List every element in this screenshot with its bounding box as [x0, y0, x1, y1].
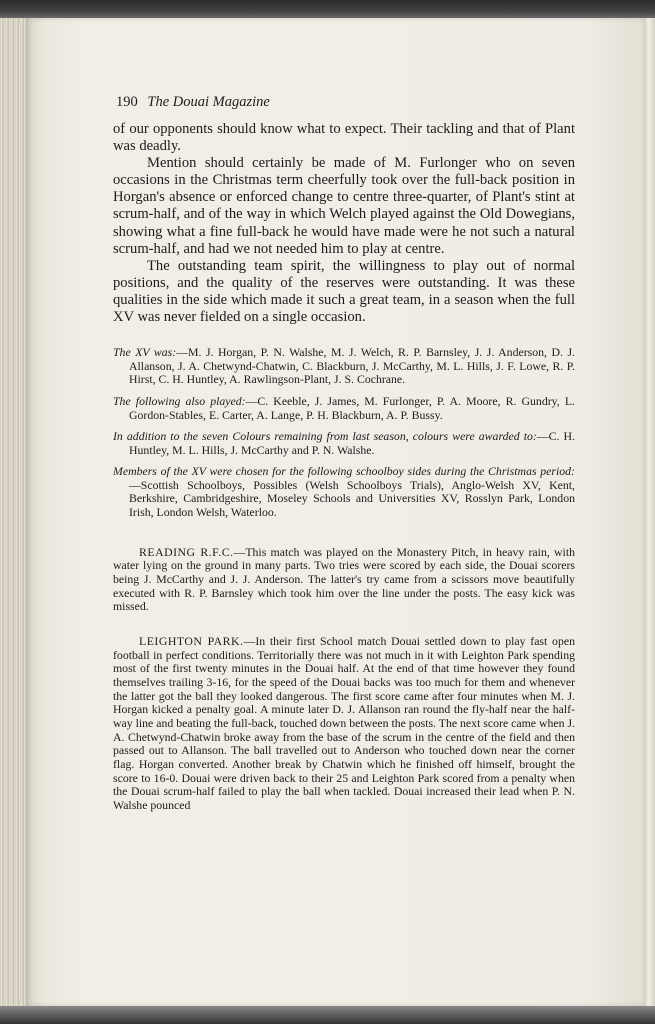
page-number: 190 [116, 94, 138, 110]
note-text: —C. H. Huntley, M. L. Hills, J. McCarthy and P. N. Walshe. [129, 429, 575, 457]
note-lead: In addition to the seven Colours remaining from last season, colours were awarded to: [113, 429, 537, 444]
team-note [113, 346, 575, 387]
team-note [113, 395, 575, 422]
book-page-right-edge [644, 18, 655, 1006]
paragraph: Mention should certainly be made of M. Furlonger who on seven occasions in the Christmas term cheerfully took over the full-back position in Horgan's absence or enforced change to centre three-quarter, of Plant's stint at scrum-half, and of the way in which Welch played against the Old Dowegians, showing what a fine full-back he would have made were he not such a natural scrum-half, and had we not needed him to play at centre. [113, 155, 575, 257]
team-note [113, 465, 575, 519]
main-text [113, 121, 575, 326]
team-notes [113, 346, 575, 520]
note-text: —Scottish Schoolboys, Possibles (Welsh Schoolboys Trials), Anglo-Welsh XV, Kent, Berkshire, Cambridgeshire, Moseley Schools and Universities XV, Rosslyn Park, London Irish, London Welsh, Waterloo. [129, 477, 575, 520]
note-lead: Members of the XV were chosen for the following schoolboy sides during the Christmas period: [113, 464, 575, 479]
paragraph: The outstanding team spirit, the willingness to play out of normal positions, and the quality of the reserves were outstanding. It was these qualities in the side which made it such a great team, in a season when the full XV was never fielded on a single occasion. [113, 257, 575, 326]
report-paragraph [113, 546, 575, 614]
note-lead: The XV was: [113, 345, 177, 360]
journal-title: The Douai Magazine [147, 94, 270, 110]
note-lead: The following also played: [113, 393, 246, 408]
report-paragraph [113, 635, 575, 813]
running-head [116, 94, 575, 111]
scan-border-top [0, 0, 655, 20]
team-note [113, 430, 575, 457]
report-text: —In their first School match Douai settled down to play fast open football in perfect conditions. Territorially there was not much in it with Leighton Park spending most of the first twenty minutes in the Douai half. At the end of that time however they found themselves trailing 3-16, for the speed of the Douai backs was too much for them and whenever the latter got the ball they looked dangerous. The first score came after four minutes when M. J. Horgan kicked a penalty goal. A minute later D. J. Allanson ran round the fly-half near the half-way line and beating the full-back, touched down between the posts. The next score came when J. A. Chetwynd-Chatwin broke away from the base of the scrum in the centre of the field and then passed out to Allanson. The ball travelled out to Anderson who touched down near the corner flag. Horgan converted. Another break by Chatwin which he finished off himself, brought the score to 16-0. Douai were driven back to their 25 and Leighton Park scored from a penalty when the Douai scrum-half failed to play the ball when tackled. Douai increased their lead when P. N. Walshe pounced [113, 633, 576, 812]
match-report-leighton-park [113, 635, 575, 813]
report-heading: LEIGHTON PARK. [139, 633, 244, 648]
report-text: —This match was played on the Monastery Pitch, in heavy rain, with water lying on the ground in many parts. Two tries were scored by each side, the Douai scorers being J. McCarthy and J. J. Anderson. The latter's try came from a scissors move beautifully executed with R. P. Barnsley which took him over the line under the posts. The easy kick was missed. [113, 544, 576, 614]
paragraph: of our opponents should know what to expect. Their tackling and that of Plant was deadly. [113, 121, 575, 155]
note-text: —M. J. Horgan, P. N. Walshe, M. J. Welch, R. P. Barnsley, J. J. Anderson, D. J. Allanson, J. A. Chetwynd-Chatwin, C. Blackburn, J. McCarthy, M. L. Hills, J. F. Lowe, R. P. Hirst, C. H. Huntley, A. Rawlingson-Plant, J. S. Cochrane. [129, 345, 575, 387]
scan-border-bottom [0, 1006, 655, 1024]
match-report-reading [113, 546, 575, 614]
note-text: —C. Keeble, J. James, M. Furlonger, P. A. Moore, R. Gundry, L. Gordon-Stables, E. Carter, A. Lange, P. H. Blackburn, A. P. Bussy. [129, 393, 575, 422]
report-heading: READING R.F.C. [139, 544, 234, 559]
page-content [113, 94, 575, 812]
